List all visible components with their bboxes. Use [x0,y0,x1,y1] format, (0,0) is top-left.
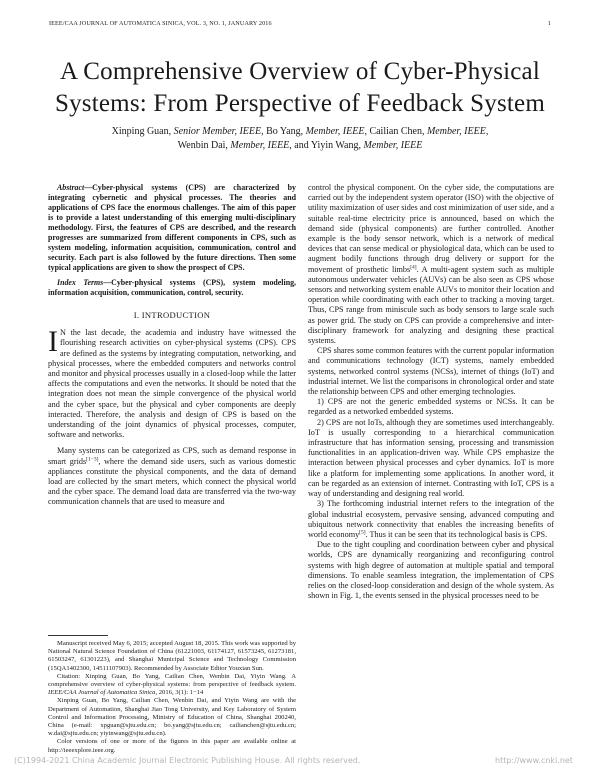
page-number: 1 [547,20,551,27]
author-name: Xinping Guan, [111,126,172,137]
footnote-color: Color versions of one or more of the figures in this paper are available online at http://ieeexplore.ieee.org. [48,738,296,754]
author-name: Bo Yang, [266,126,304,137]
author-name: and Yiyin Wang, [294,139,361,151]
watermark-link[interactable]: http://www.cnki.net [495,756,573,765]
author-membership: Member, IEEE, [230,139,292,151]
author-membership: Member, IEEE, [305,126,367,137]
journal-header: IEEE/CAA JOURNAL OF AUTOMATICA SINICA, VOL. 3, NO. 1, JANUARY 2016 [49,20,272,27]
footnote-divider [48,635,108,636]
paragraph-text: control the physical component. On the cyber side, the computations are carried out by the independent system operator (ISO) with the objective of utility maximization of user sides and cost minimization of user side, and a suitable real-time electricity price is announced, based on which the demand side (physical components) are further controlled. Another example is the body sensor network, which is a network of medical devices that can sense medical or physiological data, which can be used to augment bodily functions through drug delivery or support for the movement of prosthetic limbs [308,183,554,274]
author-membership: Member, IEEE, [426,126,489,137]
drop-cap: I [48,325,58,359]
footnote-manuscript: Manuscript received May 6, 2015; accepted August 18, 2015. This work was supported by National Natural Science Foundation of China (61221003, 61174127, 61573245, 61273181, 61503247, 61301223), and Shanghai Municipal Science and Technology Commission (15QA1402300, 14511107903). Recommended by Associate Editor Youxian Sun. [48,640,296,672]
index-terms [48,278,296,298]
intro-paragraph-2 [48,446,296,507]
paragraph-text: Many systems can be categorized as CPS, such as demand response in smart grids [48,446,296,466]
author-list [60,125,540,152]
footnote-citation [48,673,296,698]
title-line-1: A Comprehensive Overview of Cyber-Physical [59,58,541,85]
section-heading: I. INTRODUCTION [133,310,211,320]
list-item [308,499,554,540]
citation-ref: [5] [359,529,366,536]
title-line-2: Systems: From Perspective of Feedback System [55,90,545,117]
right-column [308,183,554,601]
paragraph-text: 3) The forthcoming industrial internet refers to the integration of the global industrial ecosystem, pervasive sensing, advanced computing and ubiquitous network connectivity that enables the increasing benefits of world economy [308,499,554,539]
citation-pages: , 2016, 3(1): 1−14 [155,689,204,697]
watermark [0,756,600,768]
citation-ref: [1−3] [86,455,99,462]
index-terms-label: Index Terms [57,278,104,287]
author-name: Cailian Chen, [369,126,425,137]
abstract [48,183,296,273]
paper-title [0,56,600,120]
body-paragraph [308,183,554,346]
index-terms-text: —Cyber-physical systems (CPS), system modeling, information acquisition, communication, control, security. [48,278,296,297]
author-name: Wenbin Dai, [177,139,228,151]
body-paragraph: CPS shares some common features with the current popular information and communications technology (ICT) systems, namely embedded systems, networked control systems (NCSs), internet of things (IoT) and industrial internet. We list the comparisons in chronological order and state the relationship between CPS and other emerging technologies. [308,346,554,397]
author-membership: Senior Member, IEEE, [173,126,264,137]
watermark-copyright: (C)1994-2021 China Academic Journal Electronic Publishing House. All rights reserved. [14,756,361,765]
paragraph-text: , where the demand side users, such as various domestic appliances constitute the physical components, and the data of demand load are collected by the smart meters, which connect the physical world and the cyber space. The demand load data are transferred via the two-way communication channels that are used to measure and [48,456,296,507]
abstract-label: Abstract [57,183,85,192]
citation-text: Citation: Xinping Guan, Bo Yang, Cailian Chen, Wenbin Dai, Yiyin Wang. A comprehensive overview of cyber-physical systems: from perspective of feedback system. [48,672,296,689]
paragraph-text: N the last decade, the academia and industry have witnessed the flourishing research activities on cyber-physical systems (CPS). CPS are defined as the systems by integrating computation, networking, and physical processes, where the embedded computers and networks control and monitor and physical processes usually in a closed-loop while the latter affects the computations and even the networks. It should be noted that the integration does not mean the simple convergence of the physical world and the cyber space, but the physical and cyber components are deeply interacted. Therefore, the analysis and design of CPS is based on the understanding of the joint dynamics of physical processes, computer, software and networks. [48,328,296,440]
left-column [48,183,296,508]
list-item: 1) CPS are not the generic embedded systems or NCSs. It can be regarded as a networked embedded systems. [308,397,554,417]
abstract-text: —Cyber-physical systems (CPS) are characterized by integrating cybernetic and physical processes. The theories and applications of CPS face the enormous challenges. The aim of this paper is to provide a latest understanding of this emerging multi-disciplinary methodology. First, the features of CPS are described, and the research progresses are summarized from different components in CPS, such as system modeling, information acquisition, communication, control and security. Each part is also followed by the future directions. Then some typical applications are given to show the prospect of CPS. [48,183,296,272]
footnote-affiliation: Xinping Guan, Bo Yang, Cailian Chen, Wenbin Dai, and Yiyin Wang are with the Department of Automation, Shanghai Jiao Tong University, and Key Laboratory of System Control and Information Processing, Ministry of Education of China, Shanghai 200240, China (e-mail: xpguan@sjtu.edu.cn; bo.yang@sjtu.edu.cn; cailianchen@sjtu.edu.cn; w.dai@sjtu.edu.cn; yiyinwang@sjtu.edu.cn). [48,697,296,738]
paragraph-text: . Thus it can be seen that its technological basis is CPS. [365,529,548,539]
running-header [49,20,551,27]
journal-name: IEEE/CAA Journal of Automatica Sinica [48,689,156,697]
list-item: 2) CPS are not IoTs, although they are sometimes used interchangeably. IoT is usually corresponding to a hierarchical communication infrastructure that has information sensing, processing and transmission functionalities in an application-driven way. While CPS emphasize the interaction between physical processes and cyber dynamics. IoT is more like a platform for implementing some applications. In another word, it can be regarded as an extension of internet. Contrasting with IoT, CPS is a way of understanding and designing real world. [308,417,554,499]
author-membership: Member, IEEE [363,139,423,151]
intro-paragraph-1 [48,325,296,440]
footnotes [48,640,296,755]
paragraph-text: . A multi-agent system such as multiple autonomous underwater vehicles (AUVs) can be also seen as CPS whose sensors and networking system enable AUVs to monitor their location and operation while coordinating with each other to tracking a moving target. Thus, CPS range from miniscule such as body sensors to large scale such as power grid. The study on CPS can provide a comprehensive and inter-disciplinary framework for analyzing and designing these practical systems. [308,264,554,346]
citation-ref: [4] [410,263,417,270]
body-paragraph: Due to the tight coupling and coordination between cyber and physical worlds, CPS are dynamically reorganizing and reconfiguring control systems with high degree of automation at multiple spatial and temporal dimensions. To enable seamless integration, the implementation of CPS relies on the closed-loop consideration and design of the whole system. As shown in Fig. 1, the events sensed in the physical processes need to be [308,540,554,601]
